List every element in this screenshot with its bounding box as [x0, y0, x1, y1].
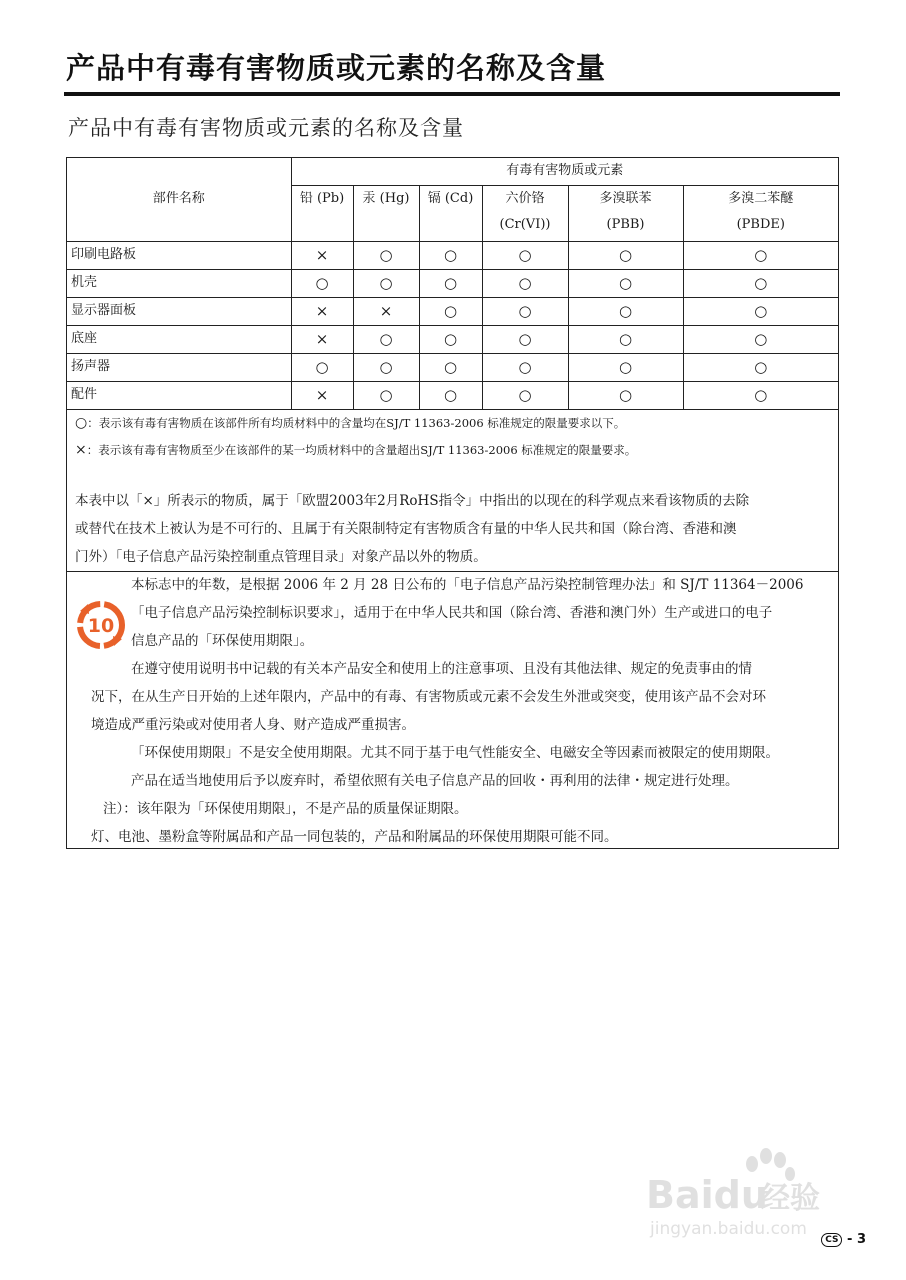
page-footer	[821, 1232, 866, 1247]
table-row	[67, 241, 838, 269]
eco-line: 境造成严重污染或对使用者人身、财产造成严重损害。	[91, 717, 415, 733]
note-paragraph: 本表中以「×」所表示的物质，属于「欧盟2003年2月RoHS指令」中指出的以现在的科学观点来看该物质的去除 或替代在技术上被认为是不可行的、且属于有关限制特定有害物质含有量的中华人民共和国（除台湾、香港和澳 门外）「电子信息产品污染控制重点管理目录」对象产品以外的物质。	[75, 493, 750, 565]
cell-value: ○	[683, 325, 838, 353]
substances-table	[67, 158, 838, 410]
cell-value: ○	[482, 381, 568, 409]
cell-value: ○	[482, 241, 568, 269]
eco-line: 本标志中的年数，是根据 2006 年 2 月 28 日公布的「电子信息产品污染控制管理办法」和 SJ/T 11364－2006	[131, 577, 804, 593]
circle-mark-icon: ○	[75, 415, 88, 431]
part-name-header: 部件名称	[67, 158, 291, 241]
eco-line: 在遵守使用说明书中记载的有关本产品安全和使用上的注意事项、且没有其他法律、规定的免责事由的情	[131, 661, 752, 677]
cell-value: ○	[353, 269, 419, 297]
column-header: 汞 (Hg)	[353, 185, 419, 241]
cell-value: ○	[683, 241, 838, 269]
svg-text:经验: 经验	[760, 1181, 820, 1216]
eco-line: 「电子信息产品污染控制标识要求」，适用于在中华人民共和国（除台湾、香港和澳门外）生产或进口的电子	[131, 605, 773, 621]
column-header: 铅 (Pb)	[291, 185, 353, 241]
cell-value: ○	[353, 241, 419, 269]
cell-value: ○	[683, 381, 838, 409]
cell-value: ○	[353, 381, 419, 409]
cell-value: ○	[419, 241, 482, 269]
environment-protection-period-logo-icon	[74, 598, 128, 652]
table-row	[67, 353, 838, 381]
page-number: 3	[856, 1232, 866, 1247]
cell-value: ○	[353, 353, 419, 381]
legend-cross: ×：表示该有毒有害物质至少在该部件的某一均质材料中的含量超出SJ/T 11363-2006 标准规定的限量要求。	[75, 442, 637, 458]
cell-value: ○	[291, 269, 353, 297]
part-name: 扬声器	[67, 353, 291, 381]
cell-value: ○	[568, 269, 683, 297]
section-subtitle: 产品中有毒有害物质或元素的名称及含量	[68, 116, 464, 140]
cell-value: ○	[482, 353, 568, 381]
baidu-watermark	[640, 1140, 860, 1240]
table-row	[67, 325, 838, 353]
cell-value: ○	[419, 381, 482, 409]
cell-value: ○	[353, 325, 419, 353]
cell-value: ○	[683, 353, 838, 381]
cell-value: ○	[419, 353, 482, 381]
svg-text:Baidu: Baidu	[646, 1173, 768, 1217]
eco-line: 灯、电池、墨粉盒等附属品和产品一同包装的，产品和附属品的环保使用期限可能不同。	[91, 829, 618, 845]
legend-circle: ○：表示该有毒有害物质在该部件所有均质材料中的含量均在SJ/T 11363-2006 标准规定的限量要求以下。	[75, 415, 626, 431]
cell-value: ×	[353, 297, 419, 325]
title-underline	[64, 92, 840, 96]
column-header: 多溴联苯 (PBB)	[568, 185, 683, 241]
cell-value: ○	[683, 269, 838, 297]
footer-separator: -	[847, 1232, 853, 1247]
cell-value: ○	[568, 297, 683, 325]
eco-line: 产品在适当地使用后予以废弃时，希望依照有关电子信息产品的回收・再利用的法律・规定进行处理。	[131, 773, 739, 789]
column-header: 多溴二苯醚 (PBDE)	[683, 185, 838, 241]
cell-value: ×	[291, 241, 353, 269]
part-name: 显示器面板	[67, 297, 291, 325]
cell-value: ○	[568, 325, 683, 353]
cell-value: ○	[683, 297, 838, 325]
part-name: 底座	[67, 325, 291, 353]
page-title: 产品中有毒有害物质或元素的名称及含量	[66, 51, 607, 85]
cell-value: ×	[291, 297, 353, 325]
table-row	[67, 297, 838, 325]
column-header: 六价铬 (Cr(VI))	[482, 185, 568, 241]
table-row	[67, 381, 838, 409]
table-row	[67, 269, 838, 297]
cell-value: ○	[419, 297, 482, 325]
eco-line: 信息产品的「环保使用期限」。	[131, 633, 314, 649]
part-name: 配件	[67, 381, 291, 409]
cell-value: ○	[419, 325, 482, 353]
cell-value: ○	[568, 241, 683, 269]
svg-text:jingyan.baidu.com: jingyan.baidu.com	[650, 1219, 807, 1239]
cell-value: ○	[291, 353, 353, 381]
part-name: 机壳	[67, 269, 291, 297]
cell-value: ○	[568, 353, 683, 381]
column-header: 镉 (Cd)	[419, 185, 482, 241]
eco-line: 「环保使用期限」不是安全使用期限。尤其不同于基于电气性能安全、电磁安全等因素而被限定的使用期限。	[131, 745, 779, 761]
substances-box	[66, 157, 839, 849]
svg-text:10: 10	[87, 615, 115, 637]
eco-line: 况下，在从生产日开始的上述年限内，产品中的有毒、有害物质或元素不会发生外泄或突变，使用该产品不会对环	[91, 689, 766, 705]
cell-value: ○	[419, 269, 482, 297]
cell-value: ○	[482, 325, 568, 353]
language-badge: CS	[821, 1233, 842, 1247]
part-name: 印刷电路板	[67, 241, 291, 269]
cell-value: ○	[482, 269, 568, 297]
substance-group-header: 有毒有害物质或元素	[291, 158, 838, 185]
cell-value: ×	[291, 325, 353, 353]
cross-mark-icon: ×	[75, 442, 87, 458]
cell-value: ○	[482, 297, 568, 325]
eco-note: 注）：该年限为「环保使用期限」，不是产品的质量保证期限。	[103, 801, 468, 817]
cell-value: ×	[291, 381, 353, 409]
cell-value: ○	[568, 381, 683, 409]
